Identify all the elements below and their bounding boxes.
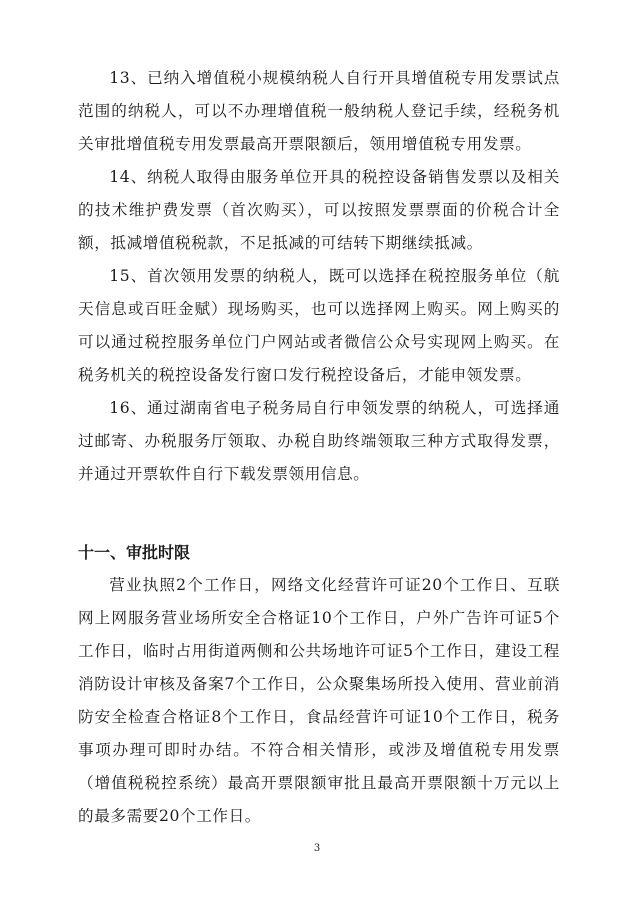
page-number: 3 — [313, 843, 321, 854]
paragraph-item-13: 13、已纳入增值税小规模纳税人自行开具增值税专用发票试点范围的纳税人，可以不办理增值税一般纳税人登记手续，经税务机关审批增值税专用发票最高开票限额后，领用增值税专用发票。 — [78, 69, 560, 153]
section-body — [78, 569, 560, 833]
paragraph-item-15: 15、首次领用发票的纳税人，既可以选择在税控服务单位（航天信息或百旺金赋）现场购买，也可以选择网上购买。网上购买的可以通过税控服务单位门户网站或者微信公众号实现网上购买。在税务机关的税控设备发行窗口发行税控设备后，才能申领发票。 — [78, 267, 560, 384]
approval-time-paragraph: 营业执照2个工作日，网络文化经营许可证20个工作日、互联网上网服务营业场所安全合格证10个工作日，户外广告许可证5个工作日，临时占用街道两侧和公共场地许可证5个工作日，建设工程消防设计审核及备案7个工作日，公众聚集场所投入使用、营业前消防安全检查合格证8个工作日，食品经营许可证10个工作日，税务事项办理可即时办结。不符合相关情形，或涉及增值税专用发票（增值税税控系统）最高开票限额审批且最高开票限额十万元以上的最多需要20个工作日。 — [78, 576, 560, 825]
paragraph-list — [78, 62, 560, 491]
paragraph-item-16: 16、通过湖南省电子税务局自行申领发票的纳税人，可选择通过邮寄、办税服务厅领取、办税自助终端领取三种方式取得发票，并通过开票软件自行下载发票领用信息。 — [78, 399, 560, 483]
paragraph-item-14: 14、纳税人取得由服务单位开具的税控设备销售发票以及相关的技术维护费发票（首次购买），可以按照发票票面的价税合计全额，抵减增值税税款，不足抵减的可结转下期继续抵减。 — [78, 168, 560, 252]
section-heading: 十一、审批时限 — [78, 543, 191, 562]
